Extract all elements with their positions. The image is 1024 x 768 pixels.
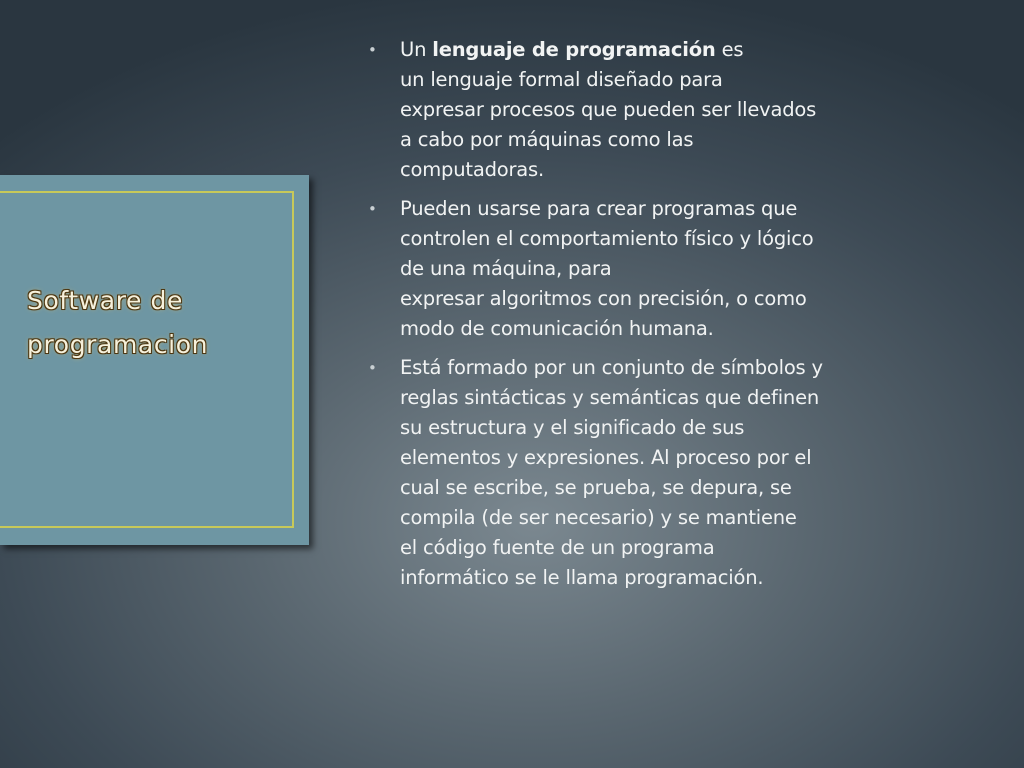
bullet-line: Está formado por un conjunto de símbolos y	[400, 356, 823, 379]
slide-title-line-1: Software de	[27, 286, 184, 315]
bullet-line	[400, 35, 958, 65]
bullet-text-segment: Un	[400, 38, 433, 61]
bullet-line: computadoras.	[400, 158, 545, 181]
bullet-line: de una máquina, para	[400, 257, 612, 280]
slide-title-line-2: programacion	[27, 330, 209, 359]
bullet-marker: •	[368, 41, 377, 59]
bullet-line: el código fuente de un programa	[400, 536, 715, 559]
bullet-line: Pueden usarse para crear programas que	[400, 197, 798, 220]
bullet-line: informático se le llama programación.	[400, 566, 764, 589]
bullet-line: expresar algoritmos con precisión, o como	[400, 287, 807, 310]
bullet-line: expresar procesos que pueden ser llevados	[400, 98, 817, 121]
bullet-line: cual se escribe, se prueba, se depura, se	[400, 476, 792, 499]
bullet-marker: •	[368, 200, 377, 218]
bullet-item-3	[368, 353, 958, 593]
title-panel	[0, 175, 309, 545]
bullet-line: compila (de ser necesario) y se mantiene	[400, 506, 797, 529]
bold-term: lenguaje de programación	[432, 38, 716, 61]
bullet-list	[368, 35, 958, 602]
bullet-line: un lenguaje formal diseñado para	[400, 68, 723, 91]
bullet-line: modo de comunicación humana.	[400, 317, 714, 340]
bullet-marker: •	[368, 359, 377, 377]
bullet-line: a cabo por máquinas como las	[400, 128, 694, 151]
bullet-item-1	[368, 35, 958, 185]
bullet-item-2	[368, 194, 958, 344]
bullet-text-segment: es	[715, 38, 744, 61]
bullet-line: controlen el comportamiento físico y lógico	[400, 227, 814, 250]
bullet-line: elementos y expresiones. Al proceso por el	[400, 446, 812, 469]
bullet-line: su estructura y el significado de sus	[400, 416, 745, 439]
bullet-line: reglas sintácticas y semánticas que definen	[400, 386, 820, 409]
slide-title	[27, 279, 297, 367]
